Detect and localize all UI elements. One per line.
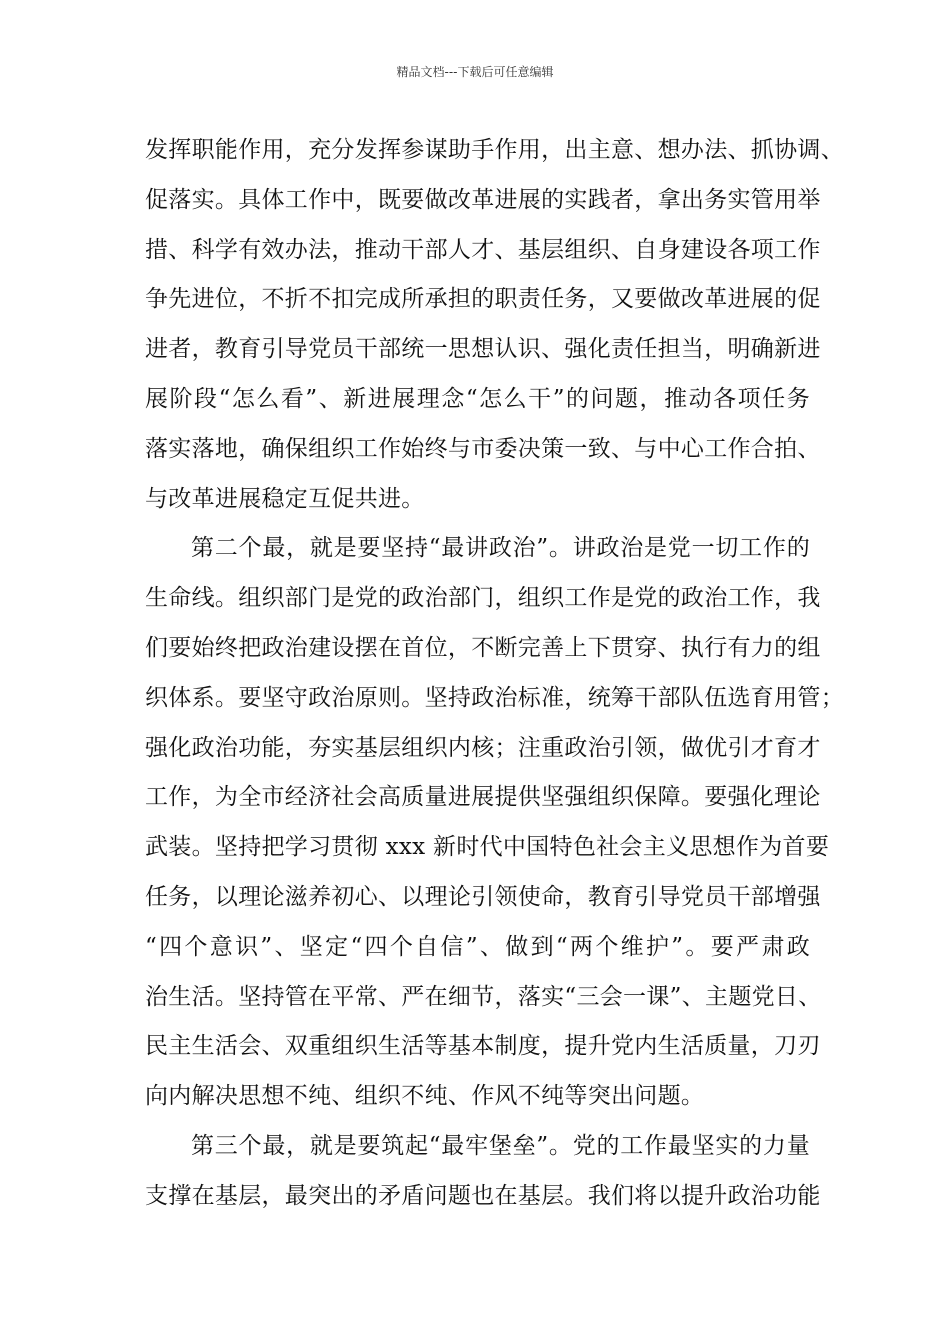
text-line: 强化政治功能，夯实基层组织内核；注重政治引领，做优引才育才	[145, 734, 821, 761]
text-line: 支撑在基层，最突出的矛盾问题也在基层。我们将以提升政治功能	[145, 1182, 821, 1209]
text-line: 促落实。具体工作中，既要做改革进展的实践者，拿出务实管用举	[145, 186, 821, 213]
text-line: 民主生活会、双重组织生活等基本制度，提升党内生活质量，刀刃	[145, 1033, 821, 1060]
text-line: 第二个最，就是要坚持“最讲政治”。讲政治是党一切工作的	[191, 535, 810, 562]
text-line: “四个意识”、坚定“四个自信”、做到“两个维护”。要严肃政	[145, 933, 810, 960]
text-line: 们要始终把政治建设摆在首位，不断完善上下贯穿、执行有力的组	[145, 634, 821, 661]
text-line: 工作，为全市经济社会高质量进展提供坚强组织保障。要强化理论	[145, 784, 821, 811]
text-line: 展阶段“怎么看”、新进展理念“怎么干”的问题，推动各项任务	[145, 385, 810, 412]
page-header: 精品文档---下载后可任意编辑	[396, 65, 554, 79]
text-line: 与改革进展稳定互促共进。	[145, 485, 425, 512]
document-body	[145, 126, 844, 1222]
text-line: 武装。坚持把学习贯彻 xxx 新时代中国特色社会主义思想作为首要	[145, 834, 830, 861]
text-line: 第三个最，就是要筑起“最牢堡垒”。党的工作最坚实的力量	[191, 1132, 810, 1159]
text-line: 争先进位，不折不扣完成所承担的职责任务，又要做改革进展的促	[145, 286, 821, 313]
text-line: 进者，教育引导党员干部统一思想认识、强化责任担当，明确新进	[145, 336, 821, 363]
text-line: 措、科学有效办法，推动干部人才、基层组织、自身建设各项工作	[145, 236, 821, 263]
text-line: 织体系。要坚守政治原则。坚持政治标准，统筹干部队伍选育用管；	[145, 684, 844, 711]
text-line: 生命线。组织部门是党的政治部门，组织工作是党的政治工作，我	[145, 585, 821, 612]
text-line: 向内解决思想不纯、组织不纯、作风不纯等突出问题。	[145, 1083, 705, 1110]
text-line: 落实落地，确保组织工作始终与市委决策一致、与中心工作合拍、	[145, 435, 821, 462]
text-line: 治生活。坚持管在平常、严在细节，落实“三会一课”、主题党日、	[145, 983, 822, 1010]
text-line: 发挥职能作用，充分发挥参谋助手作用，出主意、想办法、抓协调、	[145, 137, 844, 163]
text-line: 任务，以理论滋养初心、以理论引领使命，教育引导党员干部增强	[145, 883, 821, 910]
